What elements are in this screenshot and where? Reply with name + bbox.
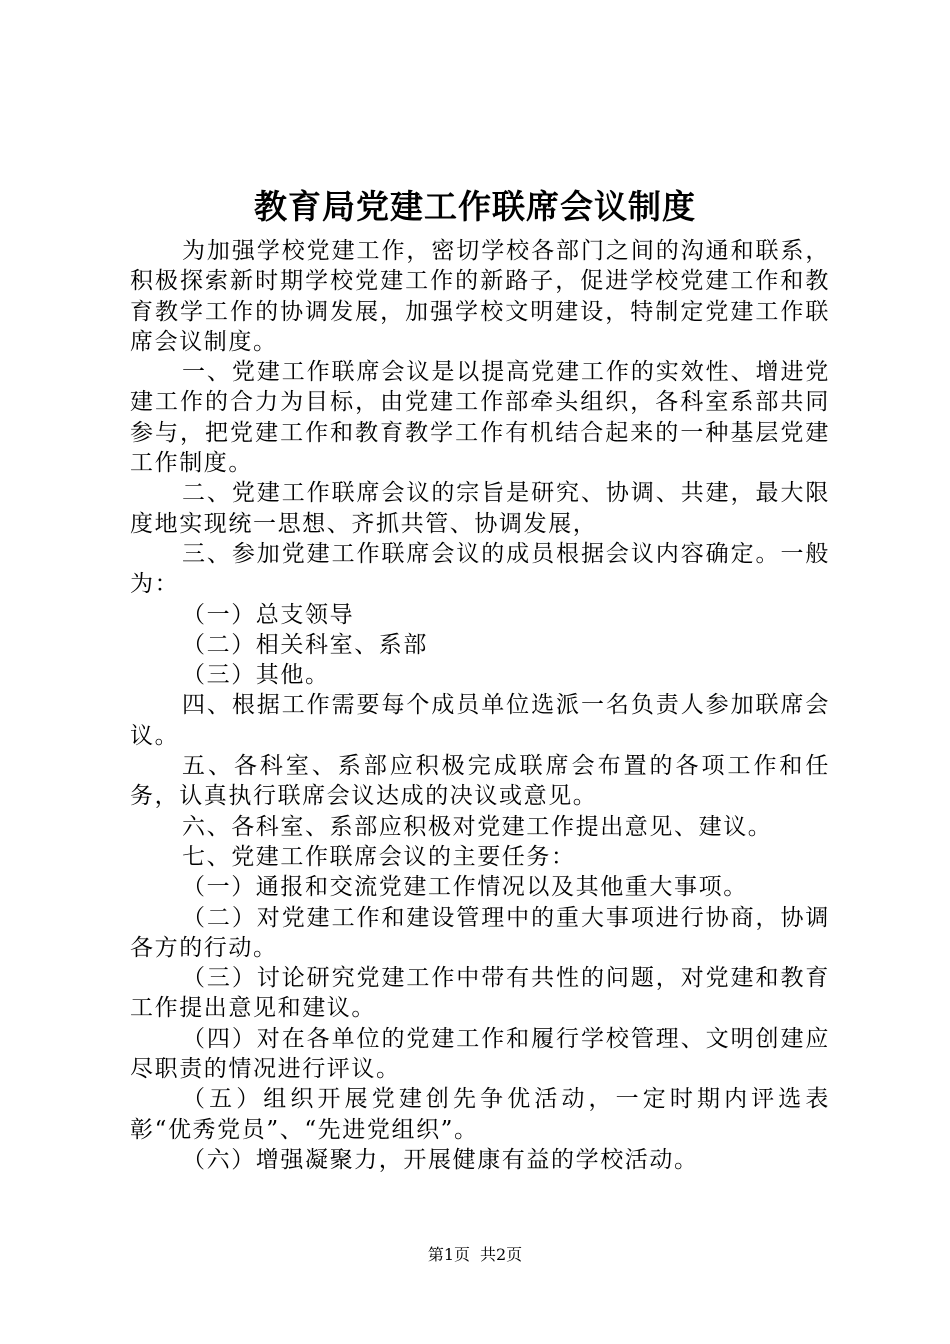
clause-5: 五、各科室、系部应积极完成联席会布置的各项工作和任务，认真执行联席会议达成的决议或意见。: [130, 753, 830, 810]
clause-7-item-5: （五）组织开展党建创先争优活动，一定时期内评选表彰“优秀党员”、“先进党组织”。: [130, 1086, 830, 1143]
clause-7-item-1: （一）通报和交流党建工作情况以及其他重大事项。: [182, 874, 748, 901]
clause-7-item-3: （三）讨论研究党建工作中带有共性的问题，对党建和教育工作提出意见和建议。: [130, 965, 830, 1022]
clause-7-item-2: （二）对党建工作和建设管理中的重大事项进行协商，协调各方的行动。: [130, 904, 830, 961]
intro-paragraph: 为加强学校党建工作，密切学校各部门之间的沟通和联系，积极探索新时期学校党建工作的新路子，促进学校党建工作和教育教学工作的协调发展，加强学校文明建设，特制定党建工作联席会议制度。: [130, 238, 830, 355]
clause-3-item-1: （一）总支领导: [182, 601, 355, 628]
page-footer: [0, 1244, 950, 1266]
clause-3: 三、参加党建工作联席会议的成员根据会议内容确定。一般为：: [130, 540, 830, 598]
clause-6: 六、各科室、系部应积极对党建工作提出意见、建议。: [182, 813, 773, 840]
page-total: 共2页: [480, 1245, 523, 1264]
clause-4: 四、根据工作需要每个成员单位选派一名负责人参加联席会议。: [130, 692, 830, 749]
page-number: 第1页: [427, 1245, 470, 1264]
document-title: 教育局党建工作联席会议制度: [254, 187, 696, 226]
clause-1: 一、党建工作联席会议是以提高党建工作的实效性、增进党建工作的合力为目标，由党建工作部牵头组织，各科室系部共同参与，把党建工作和教育教学工作有机结合起来的一种基层党建工作制度。: [130, 359, 830, 477]
clause-7: 七、党建工作联席会议的主要任务：: [182, 843, 576, 870]
clause-2: 二、党建工作联席会议的宗旨是研究、协调、共建，最大限度地实现统一思想、齐抓共管、协调发展，: [130, 480, 830, 537]
clause-7-item-6: （六）增强凝聚力，开展健康有益的学校活动。: [182, 1146, 699, 1173]
clause-3-item-3: （三）其他。: [182, 662, 330, 689]
clause-3-item-2: （二）相关科室、系部: [182, 631, 428, 658]
document-body: [130, 236, 830, 1175]
clause-7-item-4: （四）对在各单位的党建工作和履行学校管理、文明创建应尽职责的情况进行评议。: [130, 1025, 830, 1083]
